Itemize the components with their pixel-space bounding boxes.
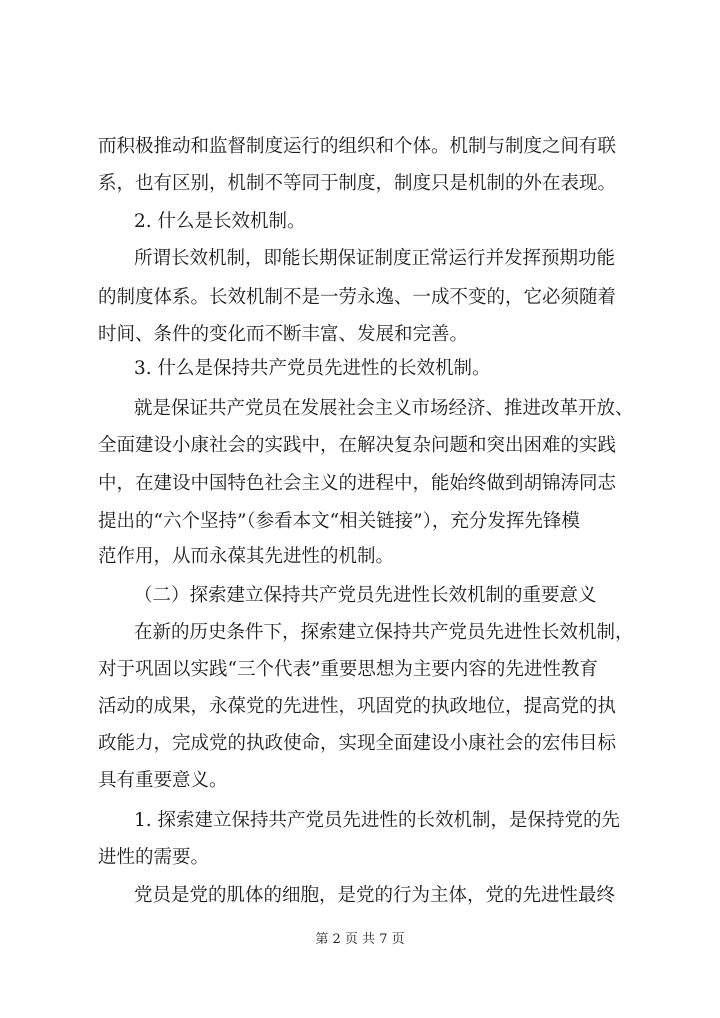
body-text-line: 就是保证共产党员在发展社会主义市场经济、推进改革开放、 [134,398,634,419]
section-heading-2: 2. 什么是长效机制。 [134,211,306,232]
body-text-line: 全面建设小康社会的实践中，在解决复杂问题和突出困难的实践 [98,435,617,456]
section-heading-1: 1. 探索建立保持共产党员先进性的长效机制，是保持党的先 [134,810,621,831]
body-text-line: 提出的“六个坚持”（参看本文“相关链接”），充分发挥先锋模 [98,511,580,532]
body-text-line: 的制度体系。长效机制不是一劳永逸、一成不变的，它必须随着 [98,287,617,308]
body-text-line: 所谓长效机制，即能长期保证制度正常运行并发挥预期功能 [134,248,616,269]
body-text-line: 中，在建设中国特色社会主义的进程中，能始终做到胡锦涛同志 [98,473,617,494]
body-text-line: 而积极推动和监督制度运行的组织和个体。机制与制度之间有联 [98,136,617,157]
body-text-line: 在新的历史条件下，探索建立保持共产党员先进性长效机制， [134,622,634,643]
body-text-line: 党员是党的肌体的细胞，是党的行为主体，党的先进性最终 [134,885,616,906]
body-text-line: 系，也有区别，机制不等同于制度，制度只是机制的外在表现。 [98,173,617,194]
body-text-line: 时间、条件的变化而不断丰富、发展和完善。 [98,324,469,345]
body-text-line: 政能力，完成党的执政使命，实现全面建设小康社会的宏伟目标 [98,733,617,754]
subsection-heading: （二）探索建立保持共产党员先进性长效机制的重要意义 [134,585,597,606]
section-heading-3: 3. 什么是保持共产党员先进性的长效机制。 [134,358,491,379]
body-text-line: 进性的需要。 [98,847,210,868]
body-text-line: 活动的成果，永葆党的先进性，巩固党的执政地位，提高党的执 [98,696,617,717]
page-number-footer: 第 2 页 共 7 页 [315,932,405,947]
body-text-line: 范作用，从而永葆其先进性的机制。 [98,546,395,567]
body-text-line: 具有重要意义。 [98,770,228,791]
body-text-line: 对于巩固以实践“三个代表”重要思想为主要内容的先进性教育 [98,659,598,680]
